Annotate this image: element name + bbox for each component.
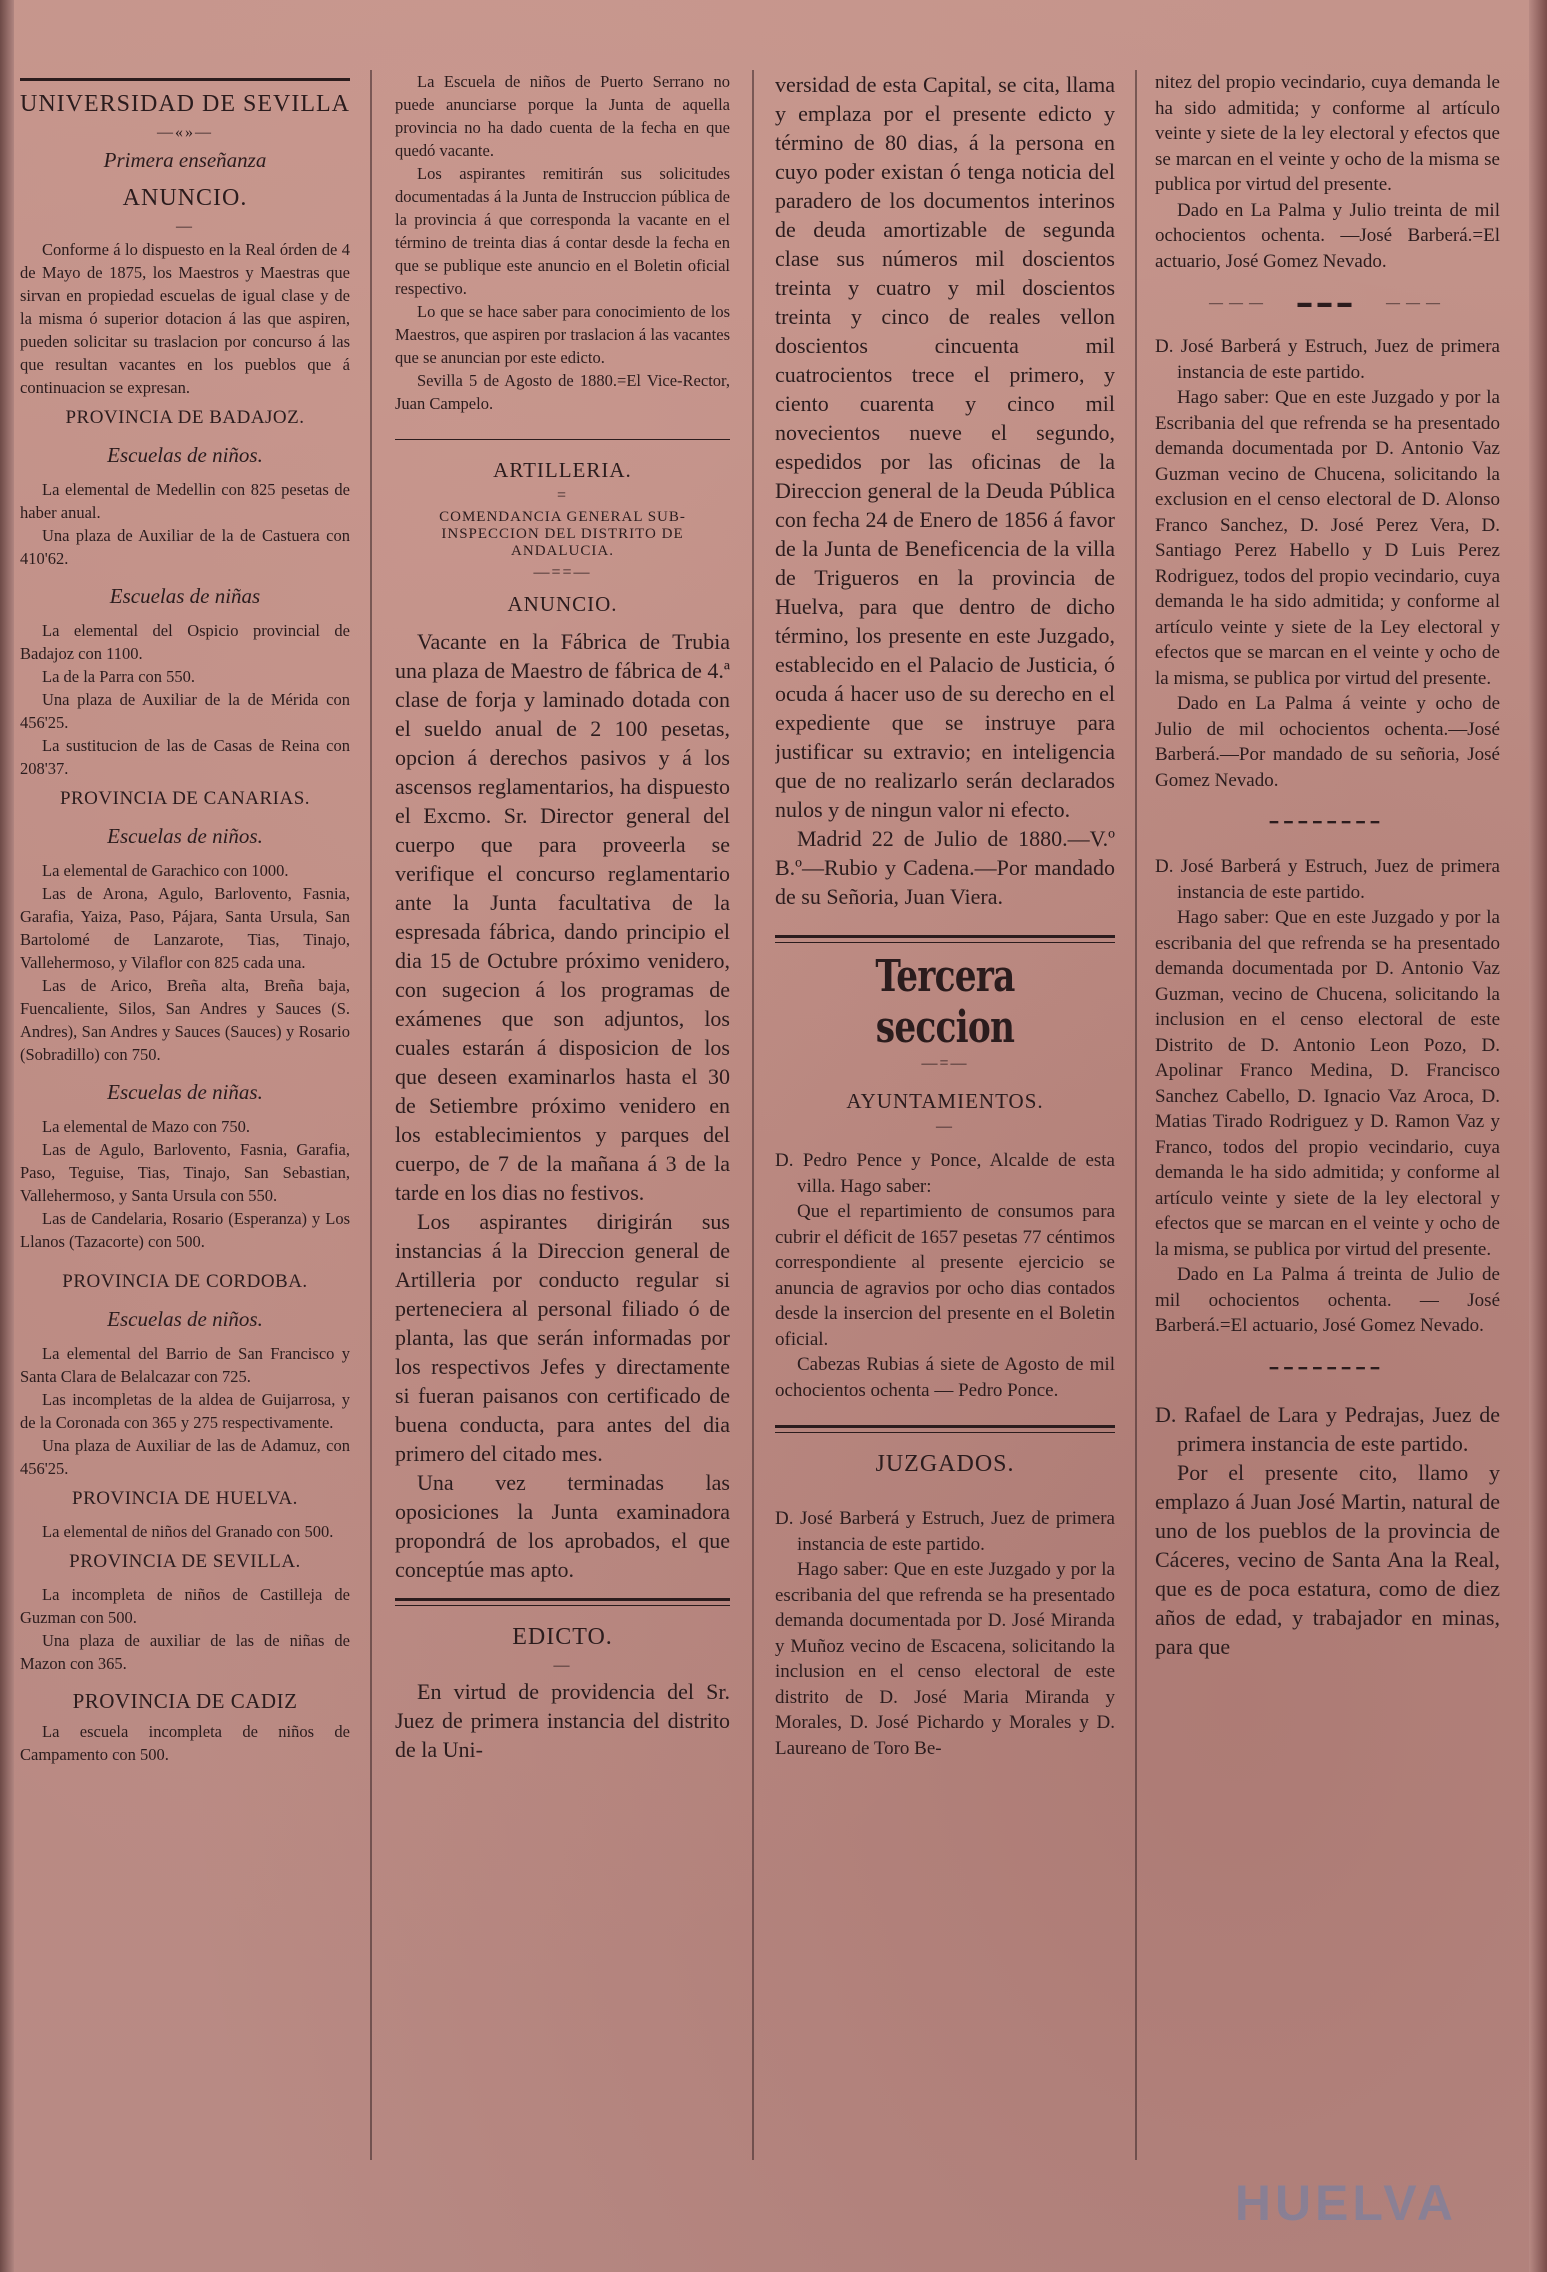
ornament: = bbox=[556, 487, 569, 504]
list-item: La sustitucion de las de Casas de Reina con 208'37. bbox=[20, 736, 350, 778]
section-divider bbox=[775, 1425, 1115, 1428]
list-item: Las de Candelaria, Rosario (Esperanza) y Los Llanos (Tazacorte) con 500. bbox=[20, 1209, 350, 1251]
comandancia-heading: COMENDANCIA GENERAL SUB-INSPECCION DEL DISTRITO DE ANDALUCIA. bbox=[439, 509, 686, 559]
juzgado-header: D. José Barberá y Estruch, Juez de primera instancia de este partido. bbox=[1155, 856, 1500, 903]
signature-line: Sevilla 5 de Agosto de 1880.=El Vice-Rector, Juan Campelo. bbox=[395, 371, 730, 413]
province-heading: PROVINCIA DE SEVILLA. bbox=[69, 1551, 301, 1572]
ornament: — bbox=[936, 1118, 954, 1135]
juzgado-body: Hago saber: Que en este Juzgado y por la escribania del que refrenda se ha presentado demanda documentada por D. José Miranda y Muñoz vecino de Escacena, solicitando la inclusion en el censo electoral de este distrito de D. José Maria Miranda y Morales, D. José Pichardo y Morales y D. Laureano de Toro Be- bbox=[775, 1559, 1115, 1759]
section-divider bbox=[395, 1605, 730, 1606]
ornament-divider: ——— ▬▬▬ ——— bbox=[1209, 296, 1446, 311]
subsection-heading: Escuelas de niñas bbox=[109, 584, 261, 608]
list-item: La de la Parra con 550. bbox=[42, 667, 196, 686]
juzgado-header: D. Rafael de Lara y Pedrajas, Juez de primera instancia de este partido. bbox=[1155, 1401, 1500, 1456]
ornament: —=— bbox=[921, 1055, 969, 1072]
ayuntamientos-heading: AYUNTAMIENTOS. bbox=[846, 1089, 1044, 1113]
edicto-signature: Madrid 22 de Julio de 1880.—V.º B.º—Rubio y Cadena.—Por mandado de su Señoria, Juan Viera. bbox=[775, 826, 1115, 909]
top-rule bbox=[20, 78, 350, 81]
province-heading: PROVINCIA DE CANARIAS. bbox=[59, 788, 311, 809]
juzgado-signature: Dado en La Palma y Julio treinta de mil ochocientos ochenta. —José Barberá.=El actuario, José Gomez Nevado. bbox=[1155, 199, 1500, 272]
section-title: Primera enseñanza bbox=[103, 148, 267, 172]
juzgado-header: D. José Barberá y Estruch, Juez de primera instancia de este partido. bbox=[1155, 336, 1500, 383]
artilleria-heading: ARTILLERIA. bbox=[493, 458, 632, 482]
juzgado-signature: Dado en La Palma á treinta de Julio de mil ochocientos ochenta. — José Barberá.=El actuario, José Gomez Nevado. bbox=[1155, 1264, 1500, 1336]
section-divider bbox=[395, 439, 730, 440]
column-3 bbox=[775, 70, 1115, 2250]
list-item: La escuela incompleta de niños de Campamento con 500. bbox=[20, 1722, 350, 1764]
list-item: La elemental de niños del Granado con 500. bbox=[42, 1522, 334, 1541]
ornament: — bbox=[553, 1657, 572, 1674]
list-item: La elemental de Garachico con 1000. bbox=[42, 861, 289, 880]
list-item: La elemental del Barrio de San Francisco y Santa Clara de Belalcazar con 725. bbox=[20, 1344, 350, 1386]
ornament: —«»— bbox=[157, 124, 213, 141]
artilleria-body: Los aspirantes dirigirán sus instancias á la Direccion general de Artilleria por conducto regular si perteneciera al personal filiado ó de planta, las que serán informadas por los respectivos Jefes y directamente si fueran paisanos con certificado de buena conducta, para antes del dia primero del citado mes. bbox=[395, 1209, 730, 1466]
juzgado-body: Hago saber: Que en este Juzgado y por la Escribania del que refrenda se ha presentado demanda documentada por D. Antonio Vaz Guzman vecino de Chucena, solicitando la exclusion en el censo electoral de D. Alonso Franco Sanchez, D. José Perez Vera, D. Santiago Perez Habello y D Luis Perez Rodriguez, todos del propio vecindario, cuya demanda le ha sido admitida; y conforme al artículo veinte y siete de la Ley electoral y efectos que se marcan en el veinte y ocho de la misma, se publica por virtud del presente. bbox=[1155, 387, 1500, 689]
juzgado-body: Por el presente cito, llamo y emplazo á Juan José Martin, natural de uno de los pueblos de la provincia de Cáceres, vecino de Santa Ana la Real, que es de poca estatura, como de diez años de edad, y trabajador en minas, para que bbox=[1155, 1459, 1500, 1659]
subsection-heading: Escuelas de niños. bbox=[107, 1307, 263, 1331]
column-rule bbox=[370, 70, 372, 2160]
section-divider bbox=[775, 942, 1115, 943]
province-heading: PROVINCIA DE CADIZ bbox=[72, 1689, 298, 1713]
ornament-divider: ━━━━━━━━ bbox=[1269, 1361, 1386, 1377]
ayuntamiento-signature: Cabezas Rubias á siete de Agosto de mil ochocientos ochenta — Pedro Ponce. bbox=[775, 1354, 1115, 1401]
column-rule bbox=[752, 70, 754, 2160]
edicto-continuation: versidad de esta Capital, se cita, llama y emplaza por el presente edicto y término de 80 dias, á la persona en cuyo poder existan ó tenga noticia del paradero de los documentos interinos de deuda amortizable de segunda clase sus números mil doscientos treinta y cuatro y mil doscientos treinta y cinco de reales vellon doscientos cincuenta mil cuatrocientos trece el primero, y ciento cuarenta y cinco mil novecientos nueve el segundo, espedidos por las oficinas de la Direccion general de la Deuda Pública con fecha 24 de Enero de 1856 á favor de la Junta de Beneficencia de la villa de Trigueros en la provincia de Huelva, para que dentro de dicho término, los presente en este Juzgado, establecido en el Palacio de Justicia, ó ocuda á hacer uso de su derecho en el expediente que se instruye para justificar su extravio; en inteligencia que de no realizarlo serán declarados nulos y de ningun valor ni efecto. bbox=[775, 72, 1115, 822]
list-item: La elemental del Ospicio provincial de Badajoz con 1100. bbox=[20, 621, 350, 663]
artilleria-body: Vacante en la Fábrica de Trubia una plaza de Maestro de fábrica de 4.ª clase de forja y laminado dotada con el sueldo anual de 2 100 pesetas, opcion á derechos pasivos y á los ascensos reglamentarios, ha dispuesto el Excmo. Sr. Director general del cuerpo que para proveerla se verifique el concurso reglamentario ante la Junta facultativa de la espresada fábrica, dando principio el dia 15 de Octubre próximo venidero, con sugecion á los programas de exámenes que son adjuntos, los cuales estarán á disposicion de los que deseen examinarlos hasta el 30 de Setiembre próximo venidero en los establecimientos y parques del cuerpo, de 7 de la mañana á 3 de la tarde en los dias no festivos. bbox=[395, 629, 730, 1205]
paragraph: La Escuela de niños de Puerto Serrano no puede anunciarse porque la Junta de aquella provincia no ha dado cuenta de la fecha en que quedó vacante. bbox=[395, 72, 730, 160]
province-heading: PROVINCIA DE CORDOBA. bbox=[62, 1271, 308, 1292]
ayuntamiento-body: Que el repartimiento de consumos para cubrir el déficit de 1657 pesetas 77 céntimos correspondiente al presente ejercicio se anuncia de agravios por ocho dias contados desde la insercion del presente en el Boletin oficial. bbox=[775, 1201, 1115, 1350]
subsection-heading: Escuelas de niñas. bbox=[107, 1080, 263, 1104]
section-divider bbox=[775, 935, 1115, 938]
list-item: Las incompletas de la aldea de Guijarrosa, y de la Coronada con 365 y 275 respectivamente. bbox=[20, 1390, 350, 1432]
list-item: Una plaza de auxiliar de las de niñas de Mazon con 365. bbox=[20, 1631, 350, 1673]
section-divider bbox=[395, 1598, 730, 1601]
province-heading: PROVINCIA DE HUELVA. bbox=[72, 1488, 298, 1509]
column-1 bbox=[20, 70, 350, 2250]
juzgado-body: Hago saber: Que en este Juzgado y por la escribania del que refrenda se ha presentado demanda documentada por D. Antonio Vaz Guzman, vecino de Chucena, solicitando la inclusion en el censo electoral de este Distrito de D. Antonio Leon Pozo, D. Apolinar Franco Medina, D. Francisco Sanchez Cabello, D. Ignacio Vaz Aroca, D. Matias Tirado Rodriguez y D. Ramon Vaz y Franco, todos del propio vecindario, cuya demanda le ha sido admitida; y conforme al artículo veinte y siete de la ley electoral y efectos que se marcan en el veinte y ocho de la misma, se publica por virtud del presente. bbox=[1155, 907, 1500, 1260]
paragraph: Los aspirantes remitirán sus solicitudes documentadas á la Junta de Instruccion pública de la provincia á que corresponda la vacante en el término de treinta dias á contar desde la fecha en que se publique este anuncio en el Boletin oficial respectivo. bbox=[395, 164, 730, 298]
list-item: Las de Arico, Breña alta, Breña baja, Fuencaliente, Silos, San Andres y Sauces (S. Andres), San Andres y Sauces (Sauces) y Rosario (Sobradillo) con 750. bbox=[20, 976, 350, 1064]
juzgado-continuation: nitez del propio vecindario, cuya demanda le ha sido admitida; y conforme al artículo veinte y siete de la ley electoral y efectos que se marcan en el veinte y ocho de la misma se publica por virtud del presente. bbox=[1155, 72, 1500, 195]
province-heading: PROVINCIA DE BADAJOZ. bbox=[65, 407, 305, 428]
section-divider bbox=[775, 1432, 1115, 1433]
anuncio-heading: ANUNCIO. bbox=[122, 185, 248, 211]
edicto-heading: EDICTO. bbox=[512, 1624, 613, 1650]
list-item: Una plaza de Auxiliar de las de Adamuz, con 456'25. bbox=[20, 1436, 350, 1478]
list-item: La elemental de Mazo con 750. bbox=[42, 1117, 250, 1136]
tercera-seccion-heading: Tercera seccion bbox=[875, 951, 1015, 1053]
list-item: Las de Arona, Agulo, Barlovento, Fasnia, Garafia, Yaiza, Paso, Pájara, Santa Ursula, San Bartolomé de Lanzarote, Tias, Tinajo, Vallehermoso, y Vilaflor con 825 cada una. bbox=[20, 884, 350, 972]
column-rule bbox=[1135, 70, 1137, 2160]
anuncio-heading: ANUNCIO. bbox=[507, 592, 618, 616]
juzgados-heading: JUZGADOS. bbox=[875, 1451, 1015, 1477]
page-left-edge bbox=[0, 0, 14, 2272]
edicto-body: En virtud de providencia del Sr. Juez de primera instancia del distrito de la Uni- bbox=[395, 1679, 730, 1762]
subsection-heading: Escuelas de niños. bbox=[107, 824, 263, 848]
intro-paragraph: Conforme á lo dispuesto en la Real órden de 4 de Mayo de 1875, los Maestros y Maestras que sirvan en propiedad escuelas de igual clase y de la misma ó superior dotacion á las que aspiren, pueden solicitar su traslacion por concurso á las que resultan vacantes en los pueblos que á continuacion se expresan. bbox=[20, 240, 350, 397]
column-4 bbox=[1155, 70, 1500, 2250]
page-right-edge bbox=[1529, 0, 1547, 2272]
list-item: Una plaza de Auxiliar de la de Mérida con 456'25. bbox=[20, 690, 350, 732]
column-2 bbox=[395, 70, 730, 2250]
list-item: Una plaza de Auxiliar de la de Castuera con 410'62. bbox=[20, 526, 350, 568]
juzgado-signature: Dado en La Palma á veinte y ocho de Julio de mil ochocientos ochenta.—José Barberá.—Por mandado de su señoria, José Gomez Nevado. bbox=[1155, 693, 1500, 791]
list-item: La incompleta de niños de Castilleja de Guzman con 500. bbox=[20, 1585, 350, 1627]
masthead-universidad: UNIVERSIDAD DE SEVILLA bbox=[20, 91, 350, 117]
ornament: —==— bbox=[533, 564, 592, 581]
ayuntamiento-header: D. Pedro Pence y Ponce, Alcalde de esta villa. Hago saber: bbox=[775, 1150, 1115, 1197]
ornament: — bbox=[176, 218, 194, 235]
paragraph: Lo que se hace saber para conocimiento de los Maestros, que aspiren por traslacion á las vacantes que se anuncian por este edicto. bbox=[395, 302, 730, 367]
artilleria-body: Una vez terminadas las oposiciones la Junta examinadora propondrá de los aprobados, el que conceptúe mas apto. bbox=[395, 1470, 730, 1582]
juzgado-header: D. José Barberá y Estruch, Juez de primera instancia de este partido. bbox=[775, 1508, 1115, 1555]
ornament-divider: ━━━━━━━━ bbox=[1269, 816, 1386, 831]
subsection-heading: Escuelas de niños. bbox=[107, 443, 263, 467]
list-item: La elemental de Medellin con 825 pesetas de haber anual. bbox=[20, 480, 350, 522]
archive-watermark: HUELVA bbox=[1234, 2175, 1457, 2231]
list-item: Las de Agulo, Barlovento, Fasnia, Garafia, Paso, Teguise, Tias, Tinajo, San Sebastian, Vallehermoso, y Santa Ursula con 550. bbox=[20, 1140, 350, 1205]
